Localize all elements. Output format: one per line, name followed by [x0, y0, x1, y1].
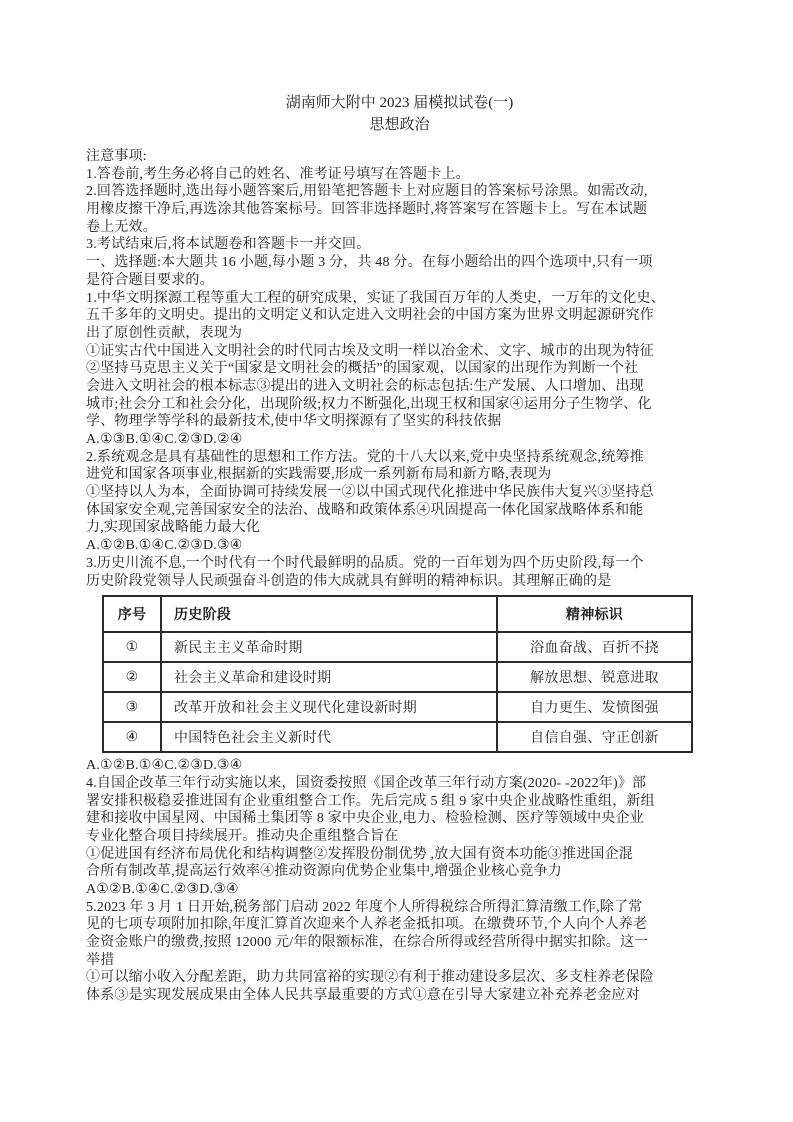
table-header-cell: 历史阶段	[161, 596, 497, 632]
table-cell: ①	[103, 632, 161, 662]
text-line: 2.回答选择题时,选出每小题答案后,用铅笔把答题卡上对应题目的答案标号涂黑。如需改动,	[86, 184, 648, 200]
table-header-row	[103, 596, 692, 632]
text-line: 会进入文明社会的根本标志③提出的进入文明社会的标志包括:生产发展、人口增加、出现	[86, 378, 644, 394]
text-line: 用橡皮擦干净后,再选涂其他答案标号。回答非选择题时,将答案写在答题卡上。写在本试题	[86, 202, 648, 218]
text-line: 举措	[86, 952, 115, 968]
history-spirit-table	[102, 595, 693, 753]
text-line: 合所有制改革,提高运行效率④推动资源向优势企业集中,增强企业核心竞争力	[86, 864, 562, 880]
table-row	[103, 632, 692, 662]
text-line: 五千多年的文明史。提出的文明定义和认定进入文明社会的中国方案为世界文明起源研究作	[86, 308, 654, 324]
text-line: 4.自国企改革三年行动实施以来，国资委按照《国企改革三年行动方案(2020- -2022年)》部	[86, 775, 647, 791]
text-line: 3.历史川流不息,一个时代有一个时代最鲜明的品质。党的一百年划为四个历史阶段,每一个	[86, 555, 644, 571]
text-line: A.①③B.①④C.②③D.②④	[86, 432, 243, 447]
text-line: ①坚持以人为本，全面协调可持续发展一②以中国式现代化推进中华民族伟大复兴③坚持总	[86, 485, 654, 501]
table-cell: 社会主义革命和建设时期	[161, 662, 497, 692]
text-line: A.①②B.①④C.②③D.③④	[86, 538, 243, 554]
text-line: ②坚持马克思主义关于“国家是文明社会的概括”的国家观，以国家的出现作为判断一个社	[86, 361, 639, 377]
text-line: 见的七项专项附加扣除,年度汇算首次迎来个人养老金抵扣项。在缴费环节,个人向个人养老	[86, 917, 648, 933]
text-line: 1.中华文明探源工程等重大工程的研究成果，实证了我国百万年的人类史，一万年的文化史、	[86, 290, 665, 306]
text-line: 金资金账户的缴费,按照 12000 元/年的限额标准，在综合所得或经营所得中据实扣除。这一	[86, 935, 649, 951]
text-line: 力,实现国家战略能力最大化	[86, 520, 261, 536]
text-line: 出了原创性贡献，表现为	[86, 325, 243, 341]
table-cell: ③	[103, 692, 161, 722]
text-line: 署安排积极稳妥推进国有企业重组整合工作。先后完成 5 组 9 家中央企业战略性重组，新组	[86, 793, 655, 809]
table-cell: 自力更生、发愤图强	[497, 692, 692, 722]
text-line: 5.2023 年 3 月 1 日开始,税务部门启动 2022 年度个人所得税综合所得汇算清缴工作,除了常	[86, 899, 643, 915]
text-line: 是符合题目要求的。	[86, 272, 214, 288]
text-line: 体国家安全观,完善国家安全的法治、战略和政策体系④巩固提高一体化国家战略体系和能	[86, 502, 644, 518]
text-line: 注意事项:	[86, 149, 147, 164]
table-cell: 自信自强、守正创新	[497, 722, 692, 752]
table-row	[103, 692, 692, 722]
table-header-cell: 序号	[103, 596, 161, 632]
table-cell: 解放思想、锐意进取	[497, 662, 692, 692]
table-cell: 中国特色社会主义新时代	[161, 722, 497, 752]
text-line: ①证实古代中国进入文明社会的时代同古埃及文明一样以冶金术、文字、城市的出现为特征	[86, 343, 654, 359]
text-line: 学、物理学等学科的最新技术,使中华文明探源有了坚实的科技依据	[86, 414, 502, 430]
table-cell: 新民主主义革命时期	[161, 632, 497, 662]
text-line: ①促进国有经济布局优化和结构调整②发挥股份制优势 ,放大国有资本功能③推进国企混	[86, 846, 633, 862]
text-line: 体系③是实现发展成果由全体人民共享最重要的方式①意在引导大家建立补充养老金应对	[86, 988, 640, 1004]
text-line: 一、选择题:本大题共 16 小题,每小题 3 分，共 48 分。在每小题给出的四个选项中,只有一项	[86, 255, 653, 271]
document-body	[86, 148, 713, 1005]
text-line: 建和接收中国星网、中国稀土集团等 8 家中央企业,电力、检验检测、医疗等领域中央企业	[86, 811, 644, 827]
table-row	[103, 722, 692, 752]
text-line: 卷上无效。	[86, 219, 157, 235]
paper-title: 湖南师大附中 2023 届模拟试卷(一)	[285, 95, 514, 111]
text-line: A①②B.①④C.②③D.③④	[86, 882, 239, 897]
text-line: 城市;社会分工和社会分化，出现阶级;权力不断强化,出现王权和国家④运用分子生物学、化	[86, 396, 652, 412]
text-line: 2.系统观念是具有基础性的思想和工作方法。党的十八大以来,党中央坚持系统观念,统筹推	[86, 449, 644, 465]
text-line: A.①②B.①④C.②③D.③④	[86, 758, 243, 774]
text-line: 1.答卷前,考生务必将自己的姓名、准考证号填写在答题卡上。	[86, 166, 470, 182]
text-line: 历史阶段党领导人民顽强奋斗创造的伟大成就具有鲜明的精神标识。其理解正确的是	[86, 573, 612, 589]
text-line: 进党和国家各项事业,根据新的实践需要,形成一系列新布局和新方略,表现为	[86, 467, 552, 483]
table-cell: 改革开放和社会主义现代化建设新时期	[161, 692, 497, 722]
text-line: 专业化整合项目持续展开。推动央企重组整合旨在	[86, 828, 399, 844]
table-row	[103, 662, 692, 692]
table-header-cell: 精神标识	[497, 596, 692, 632]
paper-subject: 思想政治	[369, 117, 430, 133]
table-cell: ④	[103, 722, 161, 752]
table-cell: ②	[103, 662, 161, 692]
text-line: 3.考试结束后,将本试题卷和答题卡一并交回。	[86, 237, 371, 253]
text-line: ①可以缩小收入分配差距，助力共同富裕的实现②有利于推动建设多层次、多支柱养老保险	[86, 970, 654, 986]
table-cell: 浴血奋战、百折不挠	[497, 632, 692, 662]
